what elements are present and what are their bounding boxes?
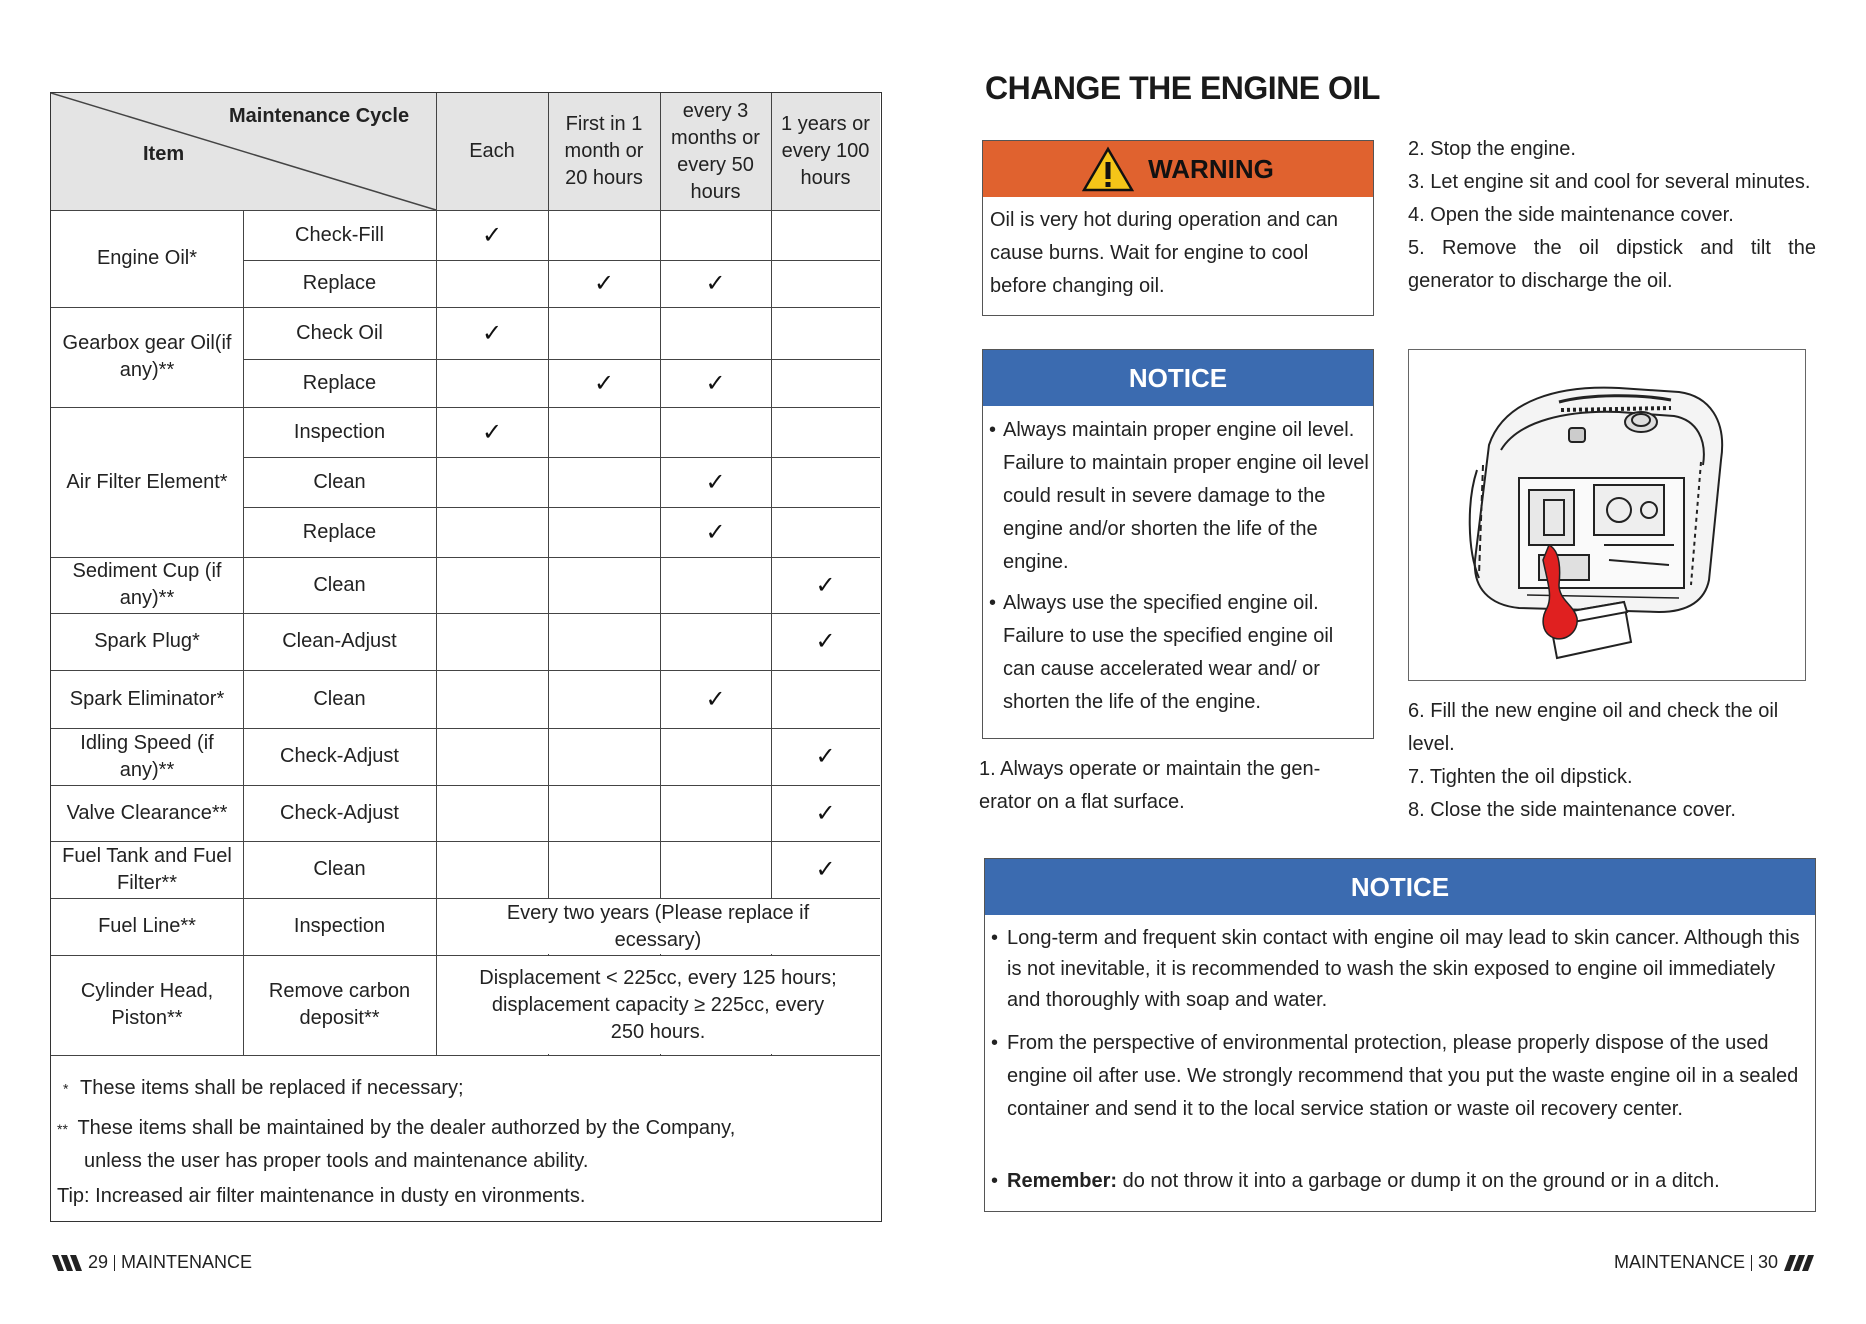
notice-box-1 xyxy=(982,349,1374,739)
item-cell: Gearbox gear Oil(if any)** xyxy=(62,332,232,381)
action-cell: Replace xyxy=(302,272,377,294)
step-7: 7. Tighten the oil dipstick. xyxy=(1408,766,1633,788)
item-cell: Engine Oil* xyxy=(96,247,198,269)
warning-triangle-icon xyxy=(1082,146,1134,192)
step-2: 2. Stop the engine. xyxy=(1408,138,1576,160)
notice2-bullet-2: From the perspective of environmental protection, please properly dispose of the used engine oil after use. We strongly recommend that you put the waste engine oil in a sealed container and send it to the local service station or waste oil recovery center. xyxy=(1007,1032,1799,1120)
action-cell: Check-Adjust xyxy=(280,801,399,824)
check-mark-3: ✓ xyxy=(705,369,726,397)
check-mark-3: ✓ xyxy=(705,685,726,713)
footnote-star2-mark: ** xyxy=(57,1121,68,1137)
item-cell: Sediment Cup (if any)** xyxy=(72,560,222,609)
check-mark-4: ✓ xyxy=(815,571,836,599)
action-cell: Inspection xyxy=(293,915,386,937)
notice1-bullet-2: Always use the specified engine oil. Failure to use the specified engine oil can cause accelerated wear and/ or shorten the life of the engine. xyxy=(1003,592,1334,713)
notice1-bullet-1: Always maintain proper engine oil level. Failure to maintain proper engine oil level could result in severe damage to the engine and/or shorten the life of the engine. xyxy=(1003,419,1369,573)
step-1: 1. Always operate or maintain the gen- erator on a flat surface. xyxy=(979,758,1321,813)
warning-box xyxy=(982,140,1374,316)
item-cell: Spark Plug* xyxy=(94,630,200,652)
notice2-bullet-3 xyxy=(1007,1165,1807,1198)
step-5: 5. Remove the oil dipstick and tilt the generator to discharge the oil. xyxy=(1408,237,1816,292)
page-stripes-icon xyxy=(52,1255,82,1271)
action-cell: Remove carbon deposit** xyxy=(268,980,411,1029)
maintenance-table xyxy=(50,92,882,1222)
check-mark-3: ✓ xyxy=(705,468,726,496)
step-8: 8. Close the side maintenance cover. xyxy=(1408,799,1736,821)
table-hline xyxy=(51,1055,880,1056)
action-cell: Replace xyxy=(302,371,377,394)
span-cell: Every two years (Please replace if ecessary) xyxy=(506,901,810,951)
header-col-1: Each xyxy=(469,140,515,162)
check-mark-2: ✓ xyxy=(593,270,615,297)
action-cell: Inspection xyxy=(293,420,386,443)
action-cell: Clean xyxy=(313,470,366,493)
item-cell: Idling Speed (if any)** xyxy=(80,731,214,781)
notice2-label: NOTICE xyxy=(1350,871,1450,902)
right-page-number: 30 xyxy=(1757,1252,1778,1272)
step-3: 3. Let engine sit and cool for several minutes. xyxy=(1408,171,1811,193)
action-cell: Replace xyxy=(302,520,377,543)
footnote-star1-text: These items shall be replaced if necessary; xyxy=(80,1077,464,1099)
check-mark-4: ✓ xyxy=(815,628,836,655)
check-mark-1: ✓ xyxy=(481,221,503,249)
span-cell: Displacement < 225cc, every 125 hours; displacement capacity ≥ 225cc, every 250 hours. xyxy=(479,966,837,1043)
header-col-3: every 3 months or every 50 hours xyxy=(671,99,760,203)
footnote-star1-mark: * xyxy=(63,1080,69,1097)
warning-banner xyxy=(983,141,1373,197)
notice2-bullet-dot-3: • xyxy=(991,1170,999,1192)
page-title: CHANGE THE ENGINE OIL xyxy=(985,70,1380,106)
notice2-bullet-dot-2: • xyxy=(991,1032,999,1054)
check-mark-3: ✓ xyxy=(705,270,726,297)
right-section-name: MAINTENANCE xyxy=(1613,1252,1745,1272)
item-cell: Fuel Tank and Fuel Filter** xyxy=(62,844,232,894)
left-section-name: MAINTENANCE xyxy=(121,1252,253,1272)
item-cell: Air Filter Element* xyxy=(66,470,228,493)
check-mark-1: ✓ xyxy=(481,319,503,347)
check-mark-4: ✓ xyxy=(815,799,836,827)
step-4: 4. Open the side maintenance cover. xyxy=(1408,204,1734,226)
action-cell: Clean xyxy=(313,687,366,710)
notice2-bullet-1: Long-term and frequent skin contact with engine oil may lead to skin cancer. Although this is not inevitable, it is recommended to wash the skin exposed to engine oil immediately and thoroughly with soap and water. xyxy=(1007,927,1800,1011)
left-page-footer xyxy=(52,1252,252,1273)
check-mark-4: ✓ xyxy=(815,856,836,883)
notice-box-2 xyxy=(984,858,1816,1212)
header-item: Item xyxy=(143,143,185,165)
warning-text: Oil is very hot during operation and can cause burns. Wait for engine to cool before changing oil. xyxy=(990,209,1338,297)
check-mark-1: ✓ xyxy=(481,418,503,446)
notice1-label: NOTICE xyxy=(1128,362,1228,393)
remember-label: Remember: xyxy=(1007,1170,1118,1192)
footnote-star2-line2: unless the user has proper tools and maintenance ability. xyxy=(84,1150,589,1172)
right-page-footer xyxy=(1614,1252,1814,1273)
header-maintenance-cycle: Maintenance Cycle xyxy=(229,105,410,127)
footnote-tip: Tip: Increased air filter maintenance in dusty en vironments. xyxy=(57,1185,586,1207)
item-cell: Valve Clearance** xyxy=(66,801,228,824)
left-page-number: 29 xyxy=(88,1252,109,1272)
header-col-2: First in 1 month or 20 hours xyxy=(564,113,644,189)
page-stripes-icon xyxy=(1784,1255,1814,1271)
footnote-star2-line1: These items shall be maintained by the dealer authorzed by the Company, xyxy=(77,1117,736,1139)
item-cell: Cylinder Head, Piston** xyxy=(80,980,214,1029)
steps-top xyxy=(1408,133,1816,298)
notice2-banner xyxy=(985,859,1815,915)
step-6: 6. Fill the new engine oil and check the oil level. xyxy=(1408,700,1779,755)
action-cell: Check-Adjust xyxy=(280,745,399,767)
footnote-star2 xyxy=(57,1113,735,1144)
action-cell: Clean xyxy=(313,573,366,596)
notice1-bullet-dot-2: • xyxy=(989,592,997,614)
action-cell: Check Oil xyxy=(296,321,383,344)
action-cell: Clean-Adjust xyxy=(282,630,397,652)
check-mark-3: ✓ xyxy=(705,518,726,546)
check-mark-4: ✓ xyxy=(815,743,836,770)
item-cell: Fuel Line** xyxy=(98,915,196,937)
action-cell: Clean xyxy=(313,858,366,880)
steps-bottom xyxy=(1408,695,1816,827)
item-cell: Spark Eliminator* xyxy=(69,687,225,710)
notice1-banner xyxy=(983,350,1373,406)
notice1-bullet-dot-1: • xyxy=(989,419,997,441)
generator-illustration xyxy=(1409,350,1805,680)
generator-illustration-frame xyxy=(1408,349,1806,681)
check-mark-2: ✓ xyxy=(593,369,615,397)
warning-label: WARNING xyxy=(1148,153,1274,184)
header-col-4: 1 years or every 100 hours xyxy=(781,113,870,189)
notice2-bullet-dot-1: • xyxy=(991,927,999,949)
action-cell: Check-Fill xyxy=(295,223,384,246)
remember-text: do not throw it into a garbage or dump it on the ground or in a ditch. xyxy=(1117,1170,1720,1192)
footnote-star1 xyxy=(63,1073,464,1104)
